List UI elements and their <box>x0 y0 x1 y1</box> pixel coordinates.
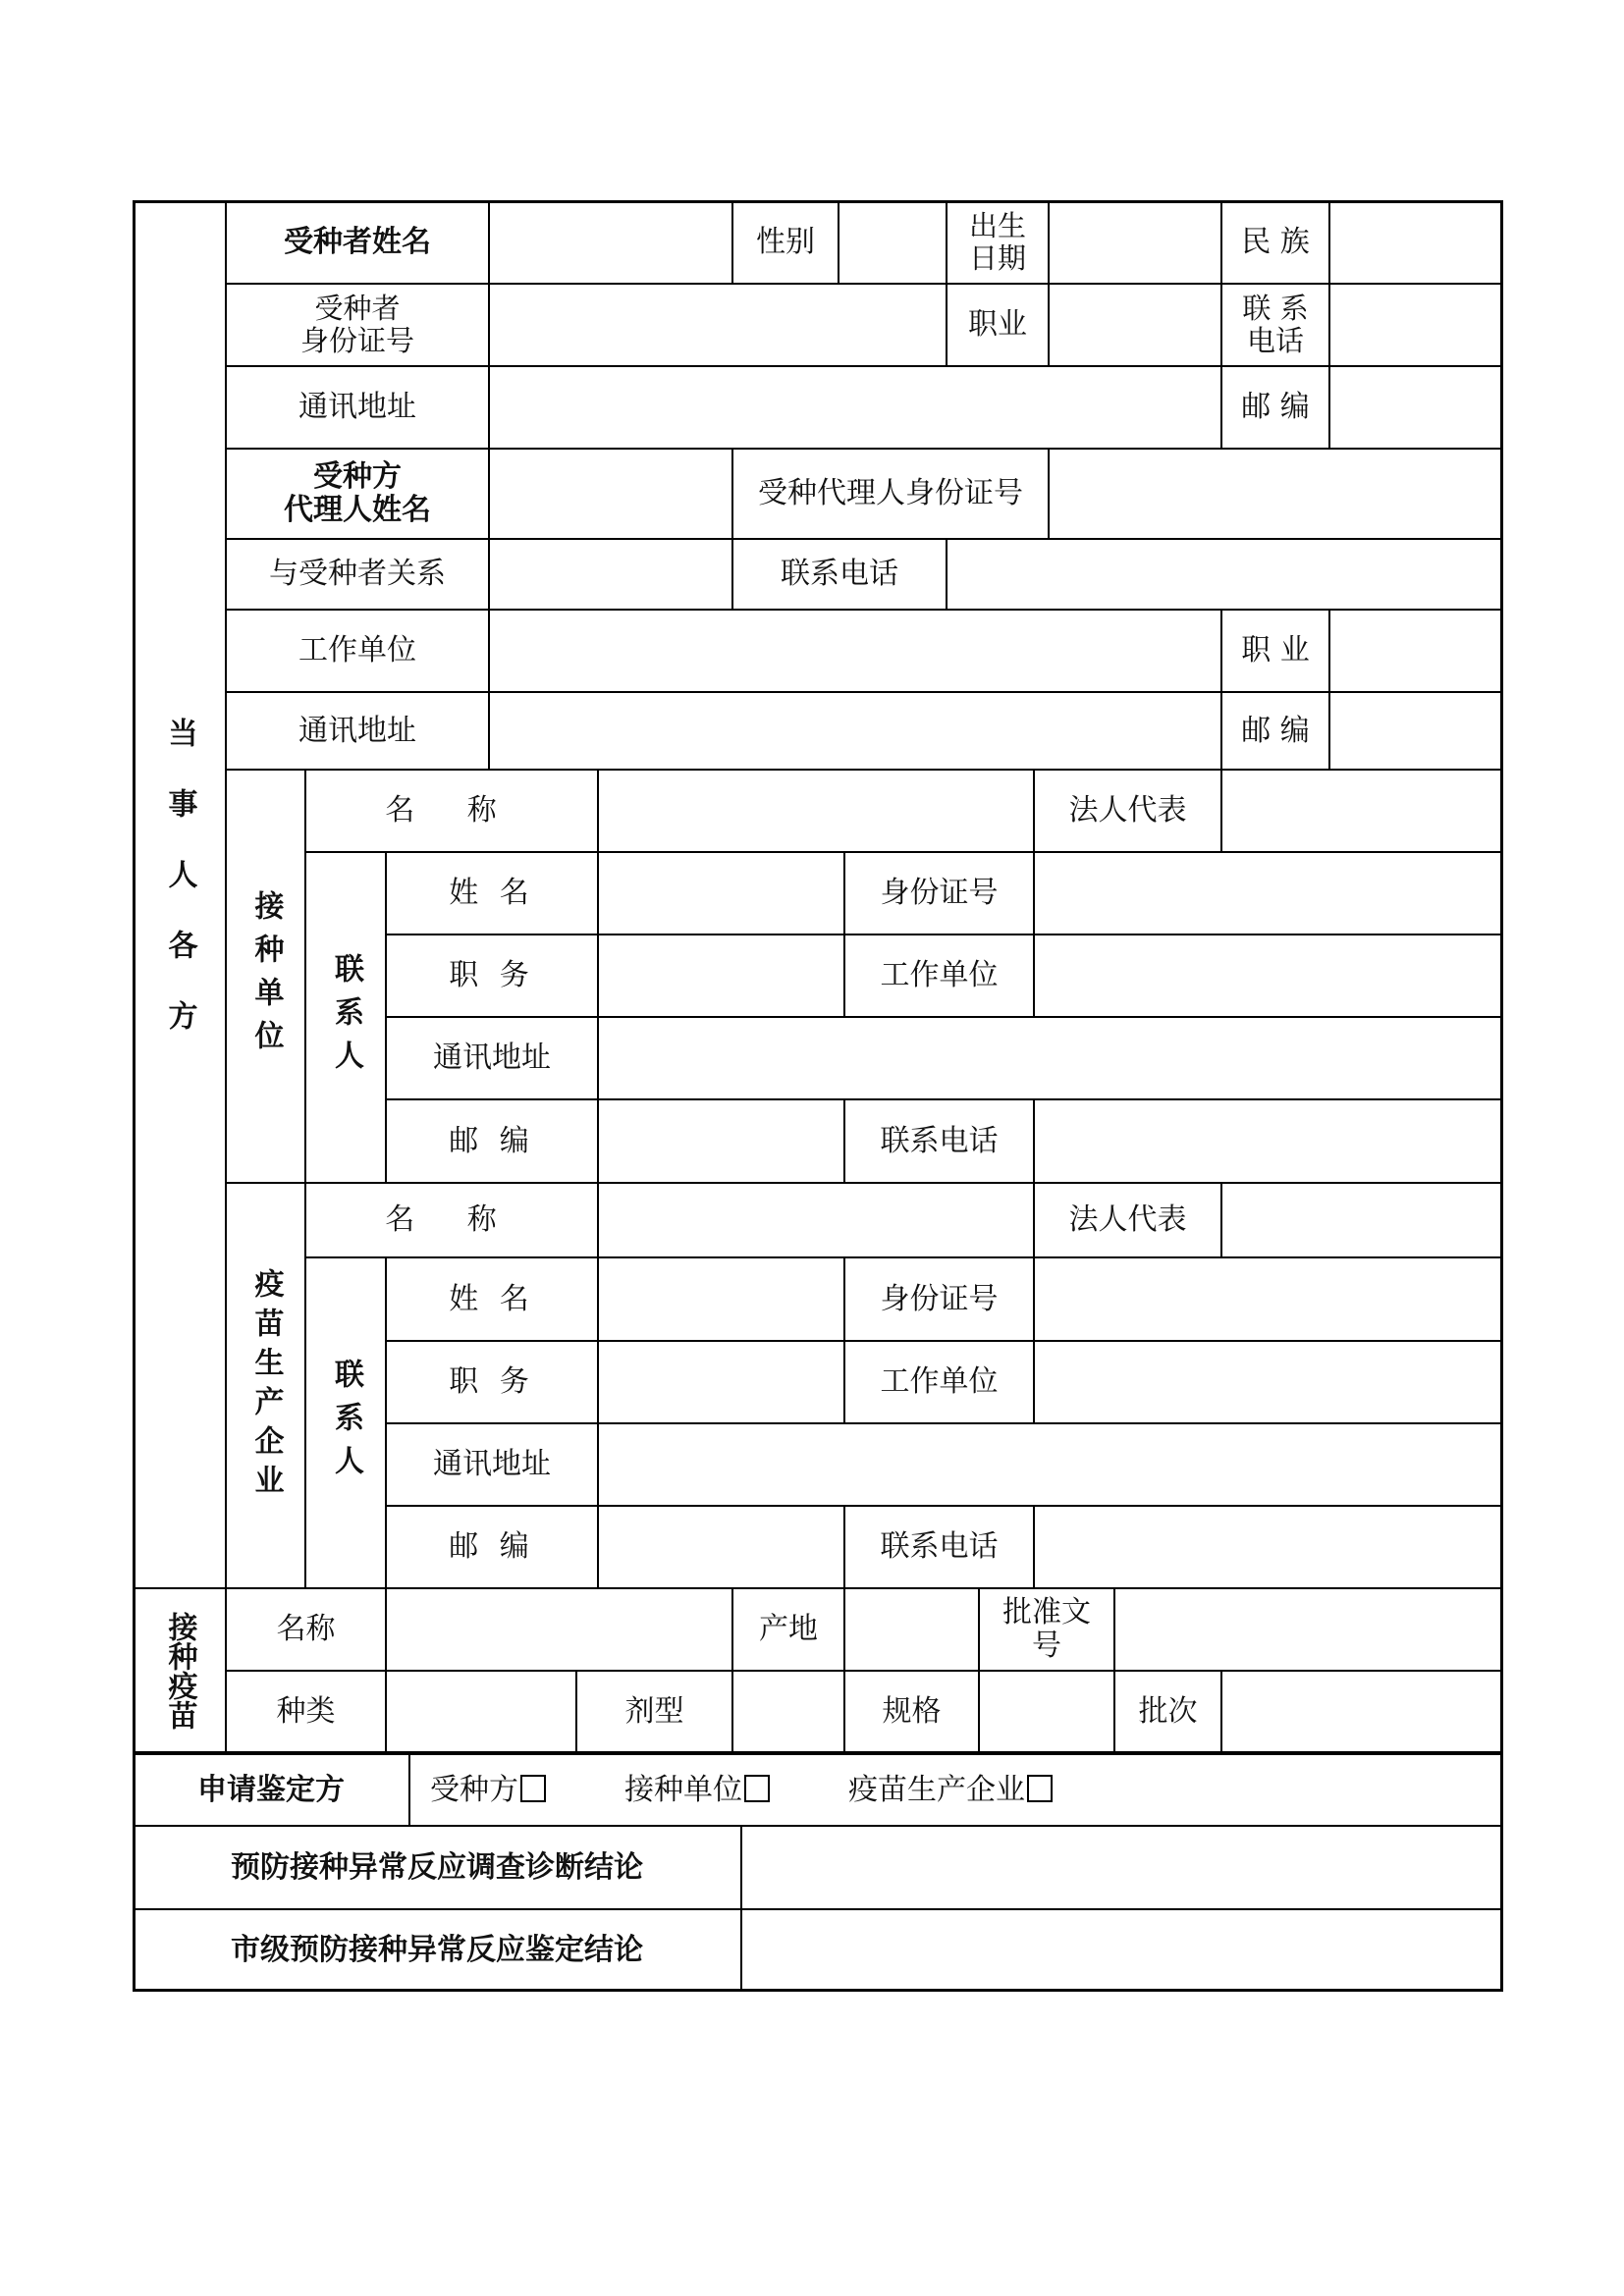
agent-postcode-label: 邮 编 <box>1221 692 1329 770</box>
vu-contact-name-field[interactable] <box>598 852 844 934</box>
gender-label: 性别 <box>732 200 839 284</box>
agent-name-label: 受种方 代理人姓名 <box>226 449 489 539</box>
vu-contact-postcode-label: 邮 编 <box>386 1099 598 1183</box>
relation-field[interactable] <box>489 539 732 610</box>
mf-legal-rep-label: 法人代表 <box>1034 1183 1221 1257</box>
vaccine-name-field[interactable] <box>386 1588 732 1671</box>
applicant-option-recipient[interactable]: 受种方 <box>430 1774 546 1807</box>
vaccine-type-label: 种类 <box>226 1671 386 1752</box>
vu-legal-rep-field[interactable] <box>1221 770 1503 852</box>
vu-contact-workplace-label: 工作单位 <box>844 934 1034 1017</box>
applicant-options <box>409 1752 1503 1826</box>
vu-contact-position-field[interactable] <box>598 934 844 1017</box>
ethnicity-label: 民 族 <box>1221 200 1329 284</box>
mf-contact-position-field[interactable] <box>598 1341 844 1423</box>
recipient-id-label: 受种者 身份证号 <box>226 284 489 366</box>
mf-contact-phone-label: 联系电话 <box>844 1506 1034 1588</box>
applicant-option-vaccination-unit[interactable]: 接种单位 <box>624 1774 770 1807</box>
city-conclusion-label: 市级预防接种异常反应鉴定结论 <box>133 1909 741 1992</box>
vaccine-spec-field[interactable] <box>979 1671 1114 1752</box>
mf-contact-workplace-label: 工作单位 <box>844 1341 1034 1423</box>
agent-name-field[interactable] <box>489 449 732 539</box>
agent-workplace-field[interactable] <box>489 610 1221 692</box>
vu-contact-id-label: 身份证号 <box>844 852 1034 934</box>
vu-contact-phone-label: 联系电话 <box>844 1099 1034 1183</box>
recipient-postcode-label: 邮 编 <box>1221 366 1329 449</box>
recipient-name-label: 受种者姓名 <box>226 200 489 284</box>
vaccine-origin-field[interactable] <box>844 1588 979 1671</box>
vu-contact-address-field[interactable] <box>598 1017 1503 1099</box>
mf-name-field[interactable] <box>598 1183 1034 1257</box>
vaccine-header: 接种疫苗 <box>133 1588 226 1752</box>
agent-workplace-label: 工作单位 <box>226 610 489 692</box>
agent-id-field[interactable] <box>1049 449 1503 539</box>
mf-legal-rep-field[interactable] <box>1221 1183 1503 1257</box>
recipient-name-field[interactable] <box>489 200 732 284</box>
manufacturer-header: 疫苗生产企业 <box>226 1183 305 1588</box>
mf-contact-id-label: 身份证号 <box>844 1257 1034 1341</box>
city-conclusion-field[interactable] <box>741 1909 1503 1992</box>
applicant-option-manufacturer[interactable]: 疫苗生产企业 <box>848 1774 1053 1807</box>
vaccine-spec-label: 规格 <box>844 1671 979 1752</box>
agent-phone-label: 联系电话 <box>732 539 947 610</box>
vu-contact-phone-field[interactable] <box>1034 1099 1503 1183</box>
vu-contact-id-field[interactable] <box>1034 852 1503 934</box>
vu-contact-header: 联系人 <box>305 852 386 1183</box>
vaccine-dosage-form-label: 剂型 <box>576 1671 732 1752</box>
vu-contact-workplace-field[interactable] <box>1034 934 1503 1017</box>
agent-occupation-label: 职 业 <box>1221 610 1329 692</box>
mf-contact-name-label: 姓 名 <box>386 1257 598 1341</box>
ethnicity-field[interactable] <box>1329 200 1503 284</box>
applicant-label: 申请鉴定方 <box>133 1752 409 1826</box>
agent-id-label: 受种代理人身份证号 <box>732 449 1049 539</box>
relation-label: 与受种者关系 <box>226 539 489 610</box>
vaccine-origin-label: 产地 <box>732 1588 844 1671</box>
investigation-conclusion-label: 预防接种异常反应调查诊断结论 <box>133 1826 741 1909</box>
recipient-occupation-field[interactable] <box>1049 284 1221 366</box>
agent-occupation-field[interactable] <box>1329 610 1503 692</box>
agent-address-field[interactable] <box>489 692 1221 770</box>
vaccination-unit-header: 接种单位 <box>226 770 305 1183</box>
mf-contact-id-field[interactable] <box>1034 1257 1503 1341</box>
vu-contact-address-label: 通讯地址 <box>386 1017 598 1099</box>
agent-address-label: 通讯地址 <box>226 692 489 770</box>
vu-name-label: 名 称 <box>305 770 598 852</box>
agent-postcode-field[interactable] <box>1329 692 1503 770</box>
checkbox-icon[interactable] <box>1027 1775 1053 1802</box>
vaccine-name-label: 名称 <box>226 1588 386 1671</box>
mf-contact-postcode-label: 邮 编 <box>386 1506 598 1588</box>
mf-contact-address-label: 通讯地址 <box>386 1423 598 1506</box>
recipient-id-field[interactable] <box>489 284 947 366</box>
mf-contact-address-field[interactable] <box>598 1423 1503 1506</box>
recipient-address-label: 通讯地址 <box>226 366 489 449</box>
gender-field[interactable] <box>839 200 947 284</box>
vaccine-batch-label: 批次 <box>1114 1671 1221 1752</box>
recipient-occupation-label: 职业 <box>947 284 1049 366</box>
vu-contact-name-label: 姓 名 <box>386 852 598 934</box>
vu-name-field[interactable] <box>598 770 1034 852</box>
mf-contact-name-field[interactable] <box>598 1257 844 1341</box>
mf-contact-header: 联系人 <box>305 1257 386 1588</box>
birth-date-label: 出生 日期 <box>947 200 1049 284</box>
checkbox-icon[interactable] <box>744 1775 770 1802</box>
recipient-phone-field[interactable] <box>1329 284 1503 366</box>
checkbox-icon[interactable] <box>520 1775 546 1802</box>
vu-contact-postcode-field[interactable] <box>598 1099 844 1183</box>
mf-name-label: 名 称 <box>305 1183 598 1257</box>
vu-contact-position-label: 职 务 <box>386 934 598 1017</box>
vaccine-approval-field[interactable] <box>1114 1588 1503 1671</box>
mf-contact-workplace-field[interactable] <box>1034 1341 1503 1423</box>
vaccine-batch-field[interactable] <box>1221 1671 1503 1752</box>
mf-contact-postcode-field[interactable] <box>598 1506 844 1588</box>
investigation-conclusion-field[interactable] <box>741 1826 1503 1909</box>
vaccine-approval-label: 批准文 号 <box>979 1588 1114 1671</box>
vaccine-dosage-form-field[interactable] <box>732 1671 844 1752</box>
vaccine-type-field[interactable] <box>386 1671 576 1752</box>
parties-header: 当事人各方 <box>133 200 226 1588</box>
recipient-postcode-field[interactable] <box>1329 366 1503 449</box>
agent-phone-field[interactable] <box>947 539 1503 610</box>
vu-legal-rep-label: 法人代表 <box>1034 770 1221 852</box>
mf-contact-phone-field[interactable] <box>1034 1506 1503 1588</box>
recipient-address-field[interactable] <box>489 366 1221 449</box>
birth-date-field[interactable] <box>1049 200 1221 284</box>
recipient-phone-label: 联 系 电话 <box>1221 284 1329 366</box>
mf-contact-position-label: 职 务 <box>386 1341 598 1423</box>
